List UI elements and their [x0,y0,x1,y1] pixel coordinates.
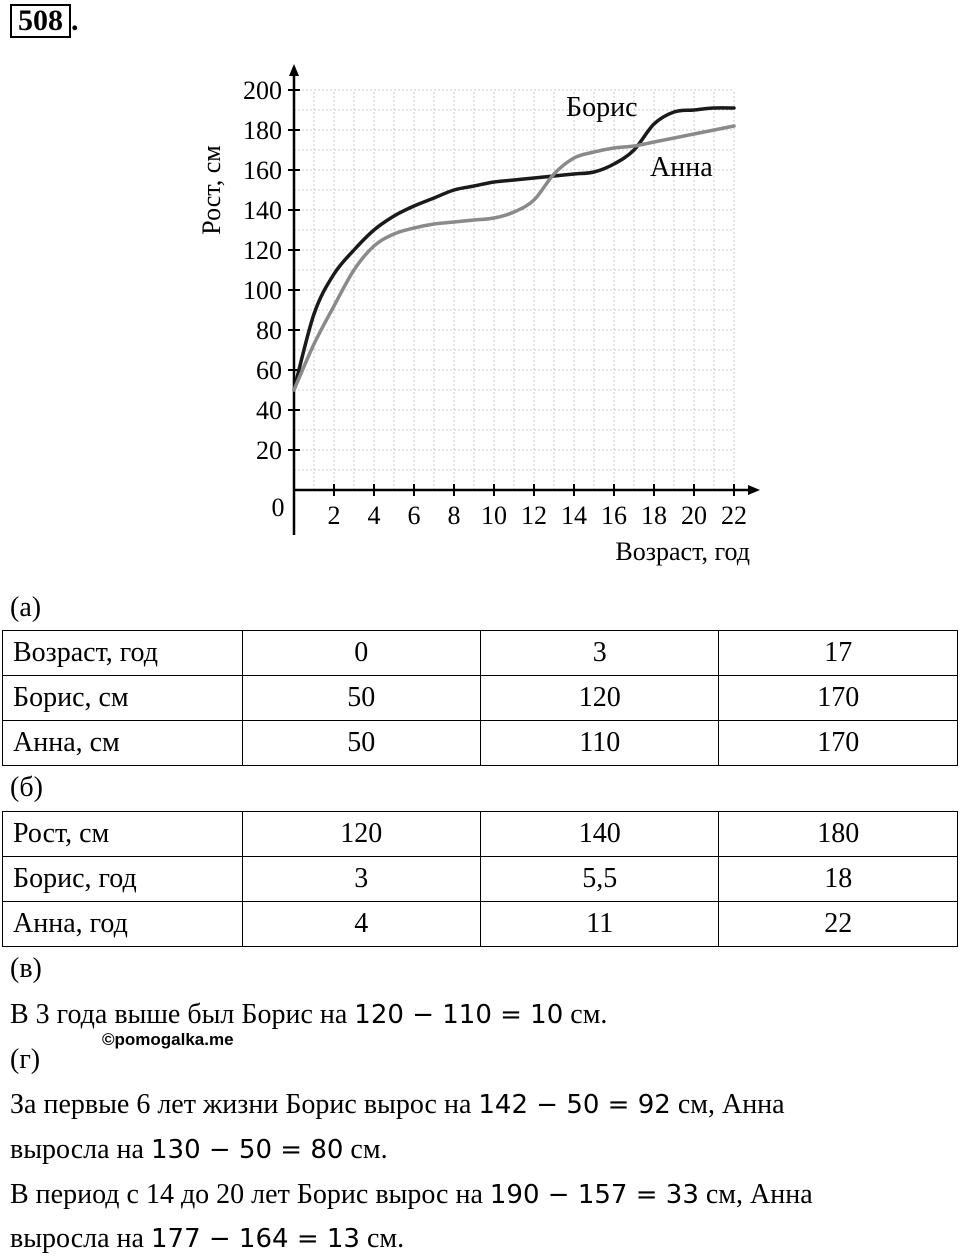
answer-g-line1 [10,1088,785,1122]
y-tick-label: 160 [243,156,282,185]
problem-number-box: 508 [10,4,71,38]
answer-g-l1-end: см, Анна [670,1089,785,1120]
value-cell: 3 [480,631,718,676]
x-tick-label: 18 [641,501,667,530]
x-tick-label: 10 [481,501,507,530]
x-tick-label: 22 [721,501,747,530]
row-header-cell: Анна, год [3,902,243,947]
problem-number-dot: . [71,4,79,37]
y-tick-label: 100 [243,276,282,305]
chart-grid [294,90,734,490]
answer-g-l3-end: см, Анна [698,1179,813,1210]
y-tick-label: 180 [243,116,282,145]
table-row [3,676,958,721]
table-row [3,857,958,902]
y-tick-label: 60 [256,356,282,385]
answer-g-l3-text: В период с 14 до 20 лет Борис вырос на [10,1179,490,1210]
answer-g-l4-text: выросла на [10,1223,151,1254]
section-b-label: (б) [10,772,43,803]
section-a-label: (а) [10,592,42,623]
table-a [2,630,958,766]
y-axis-label: Рост, см [197,145,226,235]
y-tick-label: 20 [256,436,282,465]
answer-g-l1-formula: 142 − 50 = 92 [478,1090,671,1120]
answer-g-l3-formula: 190 − 157 = 33 [489,1180,699,1210]
x-tick-label: 20 [681,501,707,530]
value-cell: 110 [480,721,718,766]
x-tick-label: 8 [447,501,461,530]
table-row [3,812,958,857]
x-tick-label: 0 [271,493,285,522]
value-cell: 5,5 [480,857,718,902]
value-cell: 180 [719,812,958,857]
y-axis-arrow [289,64,299,76]
value-cell: 50 [242,676,480,721]
answer-v-text: В 3 года выше был Борис на [10,999,355,1030]
value-cell: 120 [480,676,718,721]
x-tick-label: 14 [561,501,587,530]
answer-g-line3 [10,1178,813,1212]
table-row [3,631,958,676]
x-tick-label: 2 [327,501,341,530]
answer-g-l1-text: За первые 6 лет жизни Борис вырос на [10,1089,479,1120]
table-b [2,811,958,947]
answer-v-formula: 120 − 110 = 10 [354,1000,564,1030]
table-row [3,902,958,947]
value-cell: 4 [242,902,480,947]
y-tick-label: 120 [243,236,282,265]
row-header-cell: Анна, см [3,721,243,766]
table-row [3,721,958,766]
answer-v-end: см. [563,999,608,1030]
answer-g-l4-end: см. [359,1223,405,1254]
answer-g-line2 [10,1133,388,1167]
answer-g-l4-formula: 177 − 164 = 13 [150,1224,360,1254]
y-tick-label: 80 [256,316,282,345]
answer-g-l2-formula: 130 − 50 = 80 [150,1135,344,1165]
row-header-cell: Борис, год [3,857,243,902]
y-tick-label: 40 [256,396,282,425]
section-g-label: (г) [10,1044,41,1075]
value-cell: 3 [242,857,480,902]
value-cell: 0 [242,631,480,676]
x-axis-label: Возраст, год [615,537,750,566]
series-label-anna: Анна [650,152,713,183]
x-tick-label: 16 [601,501,627,530]
y-tick-label: 200 [243,76,282,105]
answer-g-l2-text: выросла на [10,1134,151,1165]
value-cell: 11 [480,902,718,947]
y-tick-label: 140 [243,196,282,225]
row-header-cell: Возраст, год [3,631,243,676]
series-label-boris: Борис [566,92,638,123]
value-cell: 170 [719,721,958,766]
value-cell: 22 [719,902,958,947]
value-cell: 120 [242,812,480,857]
answer-v [10,998,607,1032]
value-cell: 140 [480,812,718,857]
row-header-cell: Рост, см [3,812,243,857]
answer-g-line4 [10,1222,404,1256]
answer-g-l2-end: см. [343,1134,388,1165]
x-tick-label: 4 [367,501,381,530]
value-cell: 50 [242,721,480,766]
x-tick-label: 6 [407,501,421,530]
watermark: ©pomogalka.me [102,1030,234,1049]
value-cell: 170 [719,676,958,721]
row-header-cell: Борис, см [3,676,243,721]
value-cell: 17 [719,631,958,676]
value-cell: 18 [719,857,958,902]
problem-number [10,4,79,38]
x-axis-arrow [748,485,760,495]
x-tick-label: 12 [521,501,547,530]
growth-chart [186,48,776,578]
section-v-label: (в) [10,953,42,984]
